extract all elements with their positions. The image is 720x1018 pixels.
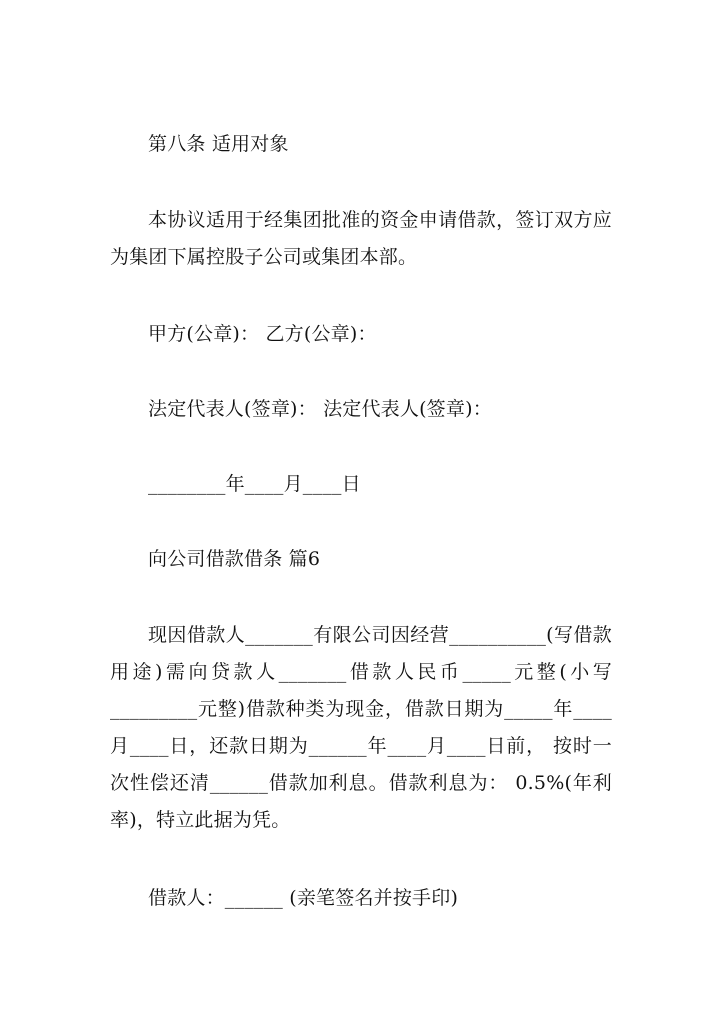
party-seal-line: 甲方(公章)： 乙方(公章)： xyxy=(148,323,377,345)
date-line: ________年____月____日 xyxy=(148,473,361,495)
legal-representative-line: 法定代表人(签章)： 法定代表人(签章)： xyxy=(148,398,492,420)
article8-body: 本协议适用于经集团批准的资金申请借款，签订双方应为集团下属控股子公司或集团本部。 xyxy=(110,209,612,268)
section-title: 向公司借款借条 篇6 xyxy=(148,548,321,570)
article8-heading: 第八条 适用对象 xyxy=(148,133,289,155)
borrower-signature-line: 借款人：______ (亲笔签名并按手印) xyxy=(148,887,459,909)
iou-body: 现因借款人_______有限公司因经营__________(写借款用途)需向贷款人_______借款人民币_____元整(小写_________元整)借款种类为现金，借款日期为_____年____月____日，还款日期为______年____月____日前， 按时一次性偿还清______借款加利息。借款利息为： 0.5%(年利率)，特立此据为凭。 xyxy=(110,624,612,831)
